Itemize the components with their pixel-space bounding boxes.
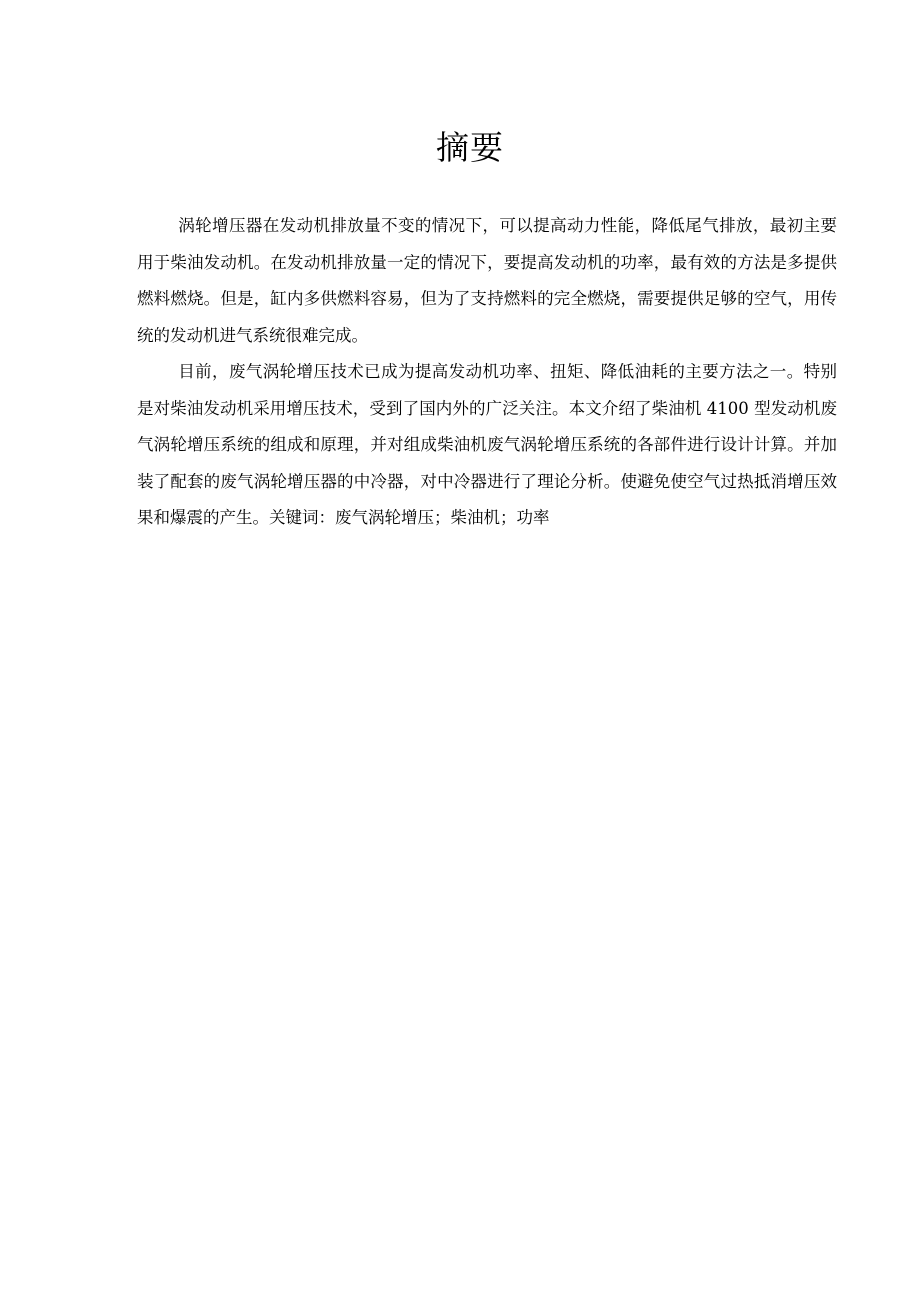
page-title: 摘要 <box>436 128 504 167</box>
abstract-paragraph-2: 目前，废气涡轮增压技术已成为提高发动机功率、扭矩、降低油耗的主要方法之一。特别是对柴油发动机采用增压技术，受到了国内外的广泛关注。本文介绍了柴油机 4100 型发动机废气涡轮增压系统的组成和原理，并对组成柴油机废气涡轮增压系统的各部件进行设计计算。并加装了配套的废气涡轮增压器的中冷器，对中冷器进行了理论分析。使避免使空气过热抵消增压效果和爆震的产生。关键词：废气涡轮增压；柴油机；功率 <box>137 362 837 527</box>
abstract-body <box>137 208 837 537</box>
abstract-paragraph-1: 涡轮增压器在发动机排放量不变的情况下，可以提高动力性能，降低尾气排放，最初主要用于柴油发动机。在发动机排放量一定的情况下，要提高发动机的功率，最有效的方法是多提供燃料燃烧。但是，缸内多供燃料容易，但为了支持燃料的完全燃烧，需要提供足够的空气，用传统的发动机进气系统很难完成。 <box>137 216 837 345</box>
